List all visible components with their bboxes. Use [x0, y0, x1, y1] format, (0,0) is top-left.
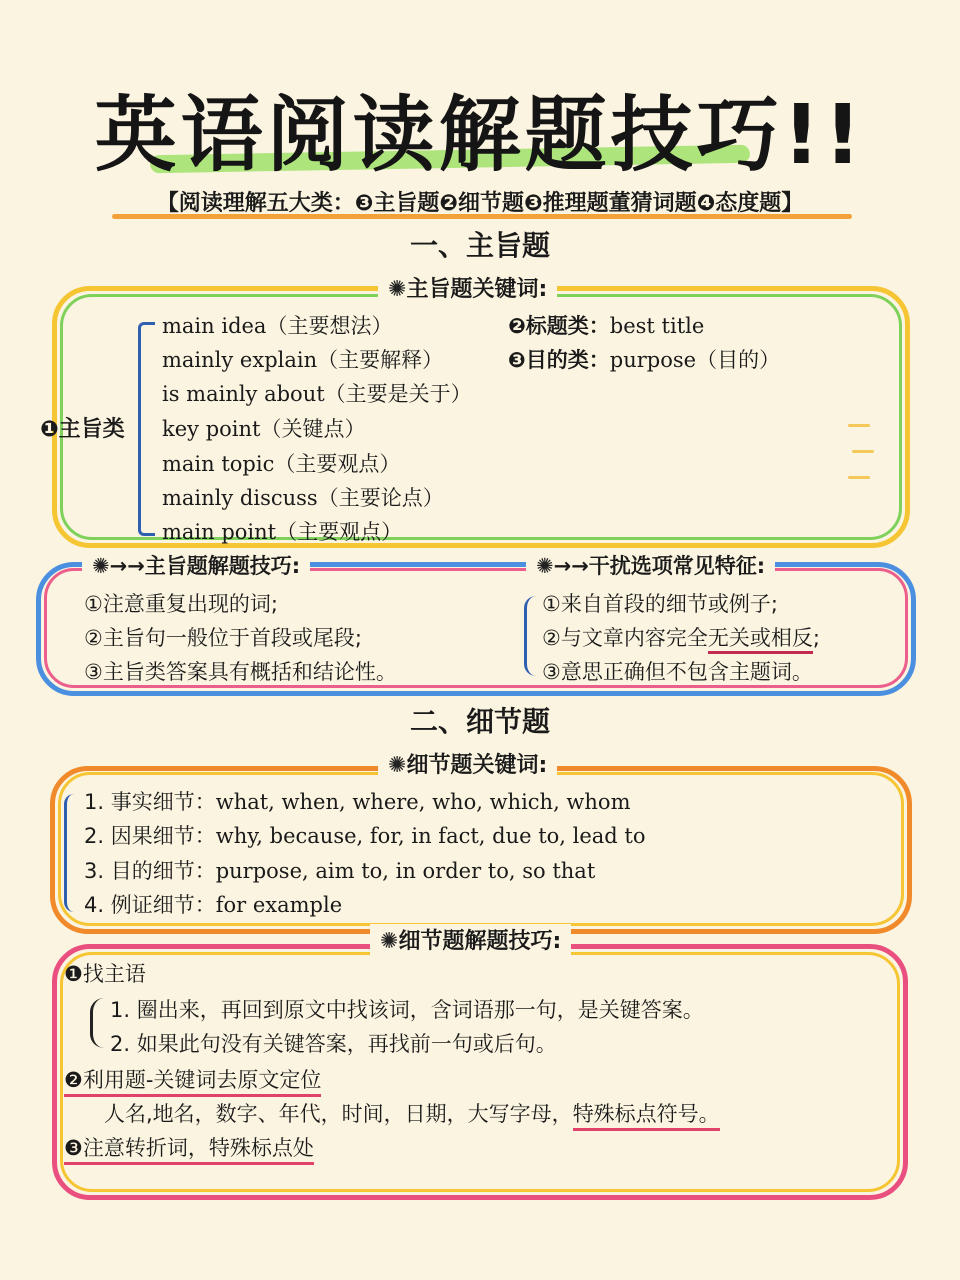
- spark-icon: ✺: [380, 929, 399, 954]
- page-title: 英语阅读解题技巧!!: [94, 88, 866, 183]
- list-item: main idea（主要想法）: [162, 314, 393, 338]
- detail-bracket: [64, 794, 77, 912]
- distractor-bracket: [524, 596, 539, 676]
- list-item: mainly discuss（主要论点）: [162, 486, 444, 510]
- list-item: is mainly about（主要是关于）: [162, 382, 472, 406]
- decor-dash: [848, 424, 870, 427]
- step1-item: 1. 圈出来，再回到原文中找该词，含词语那一句，是关键答案。: [110, 998, 704, 1022]
- distractor-label-text: →→干扰选项常见特征:: [553, 554, 766, 578]
- group2: ❷标题类：best title: [508, 314, 705, 338]
- detail-tips-label: [370, 924, 571, 955]
- list-item: main topic（主要观点）: [162, 452, 401, 476]
- keywords-label-text: 主旨题关键词:: [406, 277, 548, 302]
- tip-item: ①注意重复出现的词;: [84, 592, 278, 616]
- step2-title: ❷利用题-关键词去原文定位: [64, 1064, 321, 1094]
- spark-icon: ✺: [388, 753, 407, 778]
- group1-label: ❶主旨类: [40, 417, 125, 442]
- tips-label-text: →→主旨题解题技巧:: [109, 554, 301, 578]
- section2-heading: 二、细节题: [409, 705, 550, 738]
- detail-keyword-row: 1. 事实细节：what, when, where, who, which, whom: [84, 790, 631, 814]
- step1-bracket: [90, 998, 105, 1048]
- spark-icon: ✺: [536, 554, 554, 578]
- tip-item: ③主旨类答案具有概括和结论性。: [84, 660, 397, 684]
- detail-keyword-row: 3. 目的细节：purpose, aim to, in order to, so that: [84, 859, 596, 883]
- section1-keywords-label: [378, 272, 557, 303]
- section1-heading: 一、主旨题: [409, 229, 550, 262]
- distractor-item: ①来自首段的细节或例子;: [542, 592, 778, 616]
- tip-item: ②主旨句一般位于首段或尾段;: [84, 626, 362, 650]
- group3: ❸目的类：purpose（目的）: [508, 348, 781, 372]
- detail-keyword-row: 4. 例证细节：for example: [84, 893, 343, 917]
- distractor-item: ③意思正确但不包含主题词。: [542, 660, 813, 684]
- decor-dash: [852, 450, 874, 453]
- section2-keywords-label: [378, 748, 557, 779]
- list-item: main point（主要观点）: [162, 520, 403, 544]
- list-item: key point（关键点）: [162, 417, 366, 441]
- spark-icon: ✺: [92, 554, 110, 578]
- step1-item: 2. 如果此句没有关键答案，再找前一句或后句。: [110, 1032, 557, 1056]
- list-item: mainly explain（主要解释）: [162, 348, 444, 372]
- decor-dash: [848, 476, 870, 479]
- step3-title: ❸注意转折词，特殊标点处: [64, 1132, 314, 1162]
- distractor-label: [526, 550, 775, 580]
- group1-bracket: [138, 322, 155, 536]
- step2-text: 人名,地名，数字、年代，时间，日期，大写字母，特殊标点符号。: [104, 1098, 720, 1128]
- step1-title: ❶找主语: [64, 962, 146, 986]
- tips-label: [82, 550, 310, 580]
- spark-icon: ✺: [388, 277, 407, 302]
- detail-keywords-label-text: 细节题关键词:: [406, 753, 548, 778]
- distractor-item: ②与文章内容完全无关或相反;: [542, 622, 820, 652]
- detail-keyword-row: 2. 因果细节：why, because, for, in fact, due to, lead to: [84, 824, 646, 848]
- subtitle: 【阅读理解五大类：❸主旨题❷细节题❸推理题董猜词题❹态度题】: [156, 191, 804, 216]
- detail-tips-label-text: 细节题解题技巧:: [398, 929, 562, 954]
